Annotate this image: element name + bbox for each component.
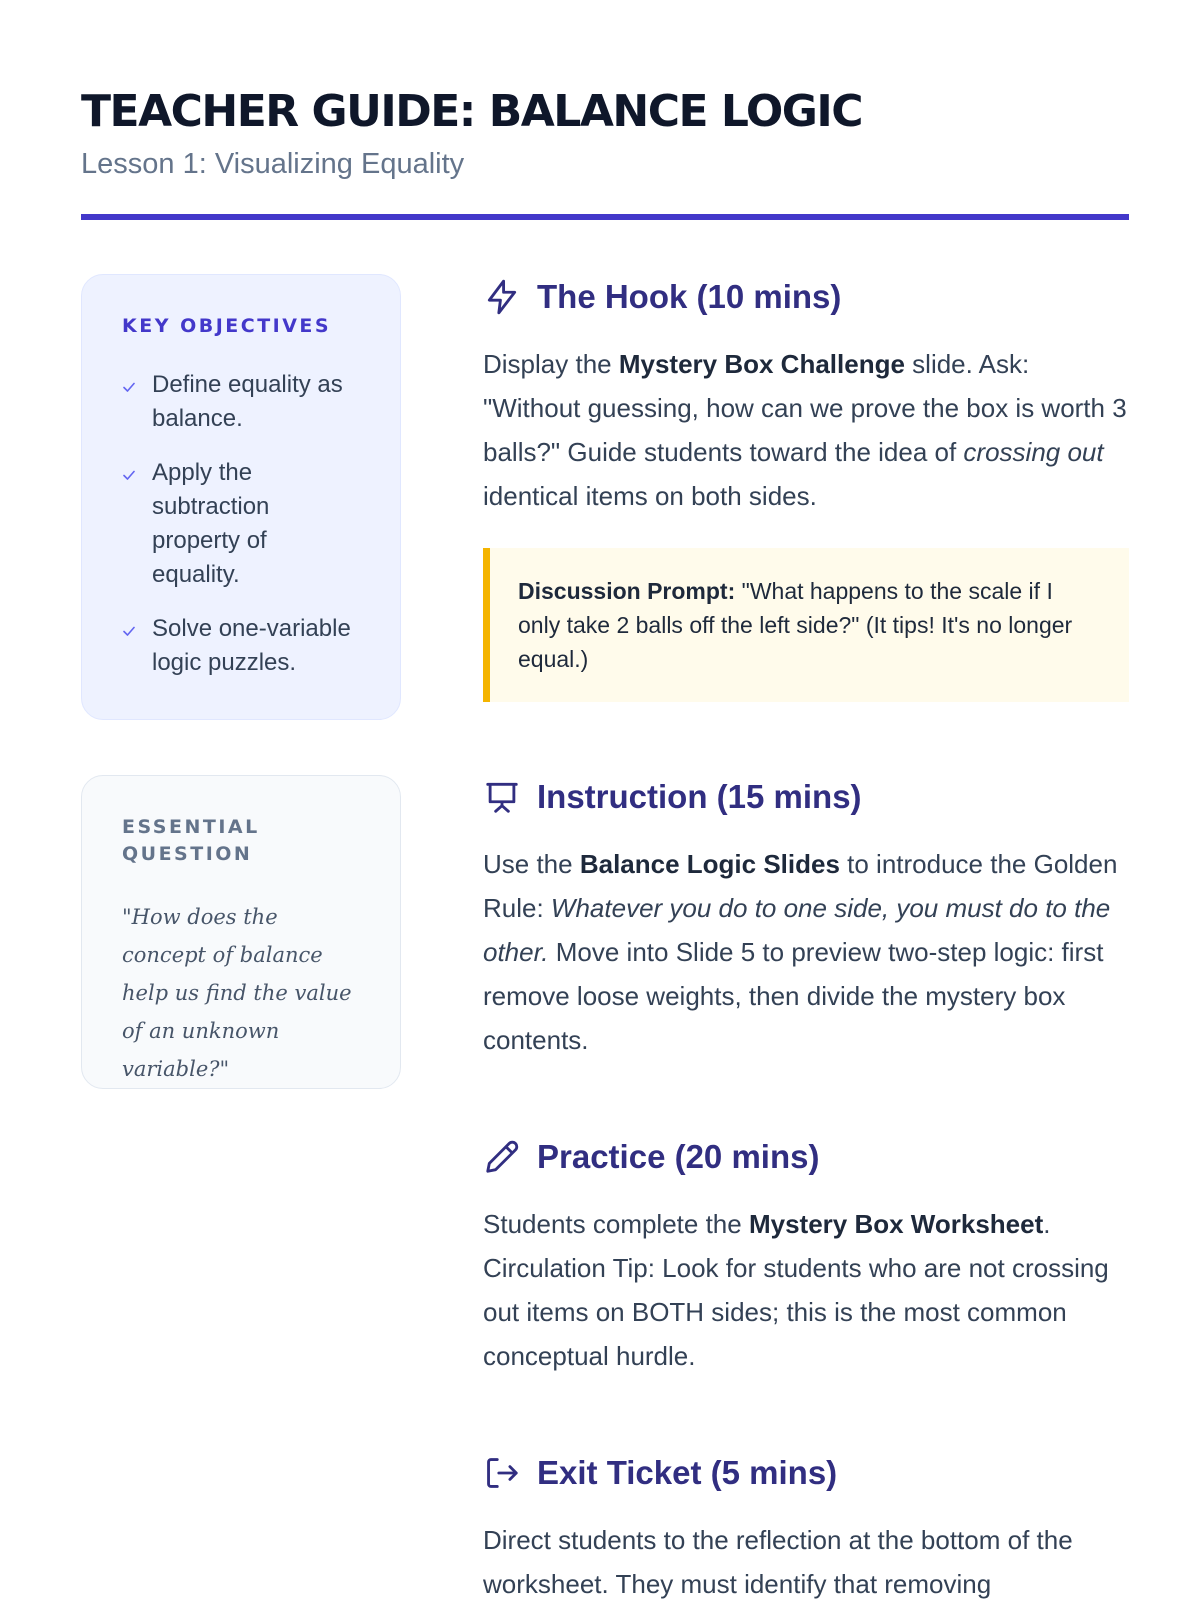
body-bold: Mystery Box Challenge [618, 349, 905, 379]
objective-text: Apply the subtraction property of equality. [152, 459, 270, 588]
list-item [122, 368, 360, 436]
section-heading [483, 1446, 1129, 1500]
body-text: Direct students to the reflection at the bottom of the worksheet. They must identify that removing [483, 1525, 1073, 1599]
document-header [81, 80, 1129, 184]
body-text: Students complete the [483, 1209, 749, 1239]
section-title: Practice (20 mins) [537, 1138, 820, 1175]
essential-question-card [81, 775, 401, 1089]
body-bold: Balance Logic Slides [579, 849, 840, 879]
section-practice [483, 1130, 1129, 1378]
lightning-icon [483, 278, 521, 316]
body-italic: crossing out [963, 437, 1104, 467]
list-item [122, 456, 360, 592]
header-divider [81, 214, 1129, 220]
essential-question-quote: "How does the concept of balance help us find the value of an unknown variable?" [122, 905, 352, 1081]
section-body [483, 1518, 1129, 1606]
key-objectives-card [81, 274, 401, 720]
section-title: Exit Ticket (5 mins) [537, 1454, 838, 1491]
objective-text: Define equality as balance. [152, 371, 343, 432]
prompt-label: Discussion Prompt: [518, 578, 736, 604]
section-body [483, 842, 1129, 1062]
section-hook [483, 270, 1129, 702]
body-text: Display the [483, 349, 619, 379]
body-text: Move into Slide 5 to preview two-step logic: first remove loose weights, then divide the mystery box contents. [483, 937, 1104, 1055]
section-title: Instruction (15 mins) [537, 778, 862, 815]
section-body [483, 342, 1129, 518]
body-text: to introduce the Golden Rule: [483, 849, 1118, 923]
exit-icon [483, 1454, 521, 1492]
section-heading [483, 270, 1129, 324]
section-heading [483, 1130, 1129, 1184]
check-icon [122, 624, 136, 638]
objective-text: Solve one-variable logic puzzles. [152, 615, 351, 676]
body-text: . Circulation Tip: Look for students who are not crossing out items on BOTH sides; this is the most common conceptual hurdle. [483, 1209, 1109, 1371]
body-italic: Whatever you do to one side, you must do to the other. [483, 893, 1111, 967]
list-item [122, 612, 360, 680]
section-title: The Hook (10 mins) [537, 278, 842, 315]
essential-question-heading: ESSENTIAL QUESTION [122, 816, 260, 865]
discussion-prompt-box [483, 548, 1129, 702]
objectives-list [122, 368, 360, 680]
section-body [483, 1202, 1129, 1378]
body-bold: Mystery Box Worksheet [748, 1209, 1044, 1239]
page-subtitle: Lesson 1: Visualizing Equality [81, 148, 465, 180]
pencil-icon [483, 1138, 521, 1176]
body-text: identical items on both sides. [483, 481, 817, 511]
prompt-text: "What happens to the scale if I only take 2 balls off the left side?" (It tips! It's no longer equal.) [518, 578, 1073, 672]
section-instruction [483, 770, 1129, 1062]
section-heading [483, 770, 1129, 824]
presentation-icon [483, 778, 521, 816]
key-objectives-heading: KEY OBJECTIVES [122, 315, 332, 337]
page-title: TEACHER GUIDE: BALANCE LOGIC [81, 86, 863, 137]
check-icon [122, 468, 136, 482]
section-exit-ticket [483, 1446, 1129, 1606]
body-text: Use the [483, 849, 580, 879]
body-text: slide. Ask: "Without guessing, how can we prove the box is worth 3 balls?" Guide students toward the idea of [483, 349, 1127, 467]
check-icon [122, 380, 136, 394]
